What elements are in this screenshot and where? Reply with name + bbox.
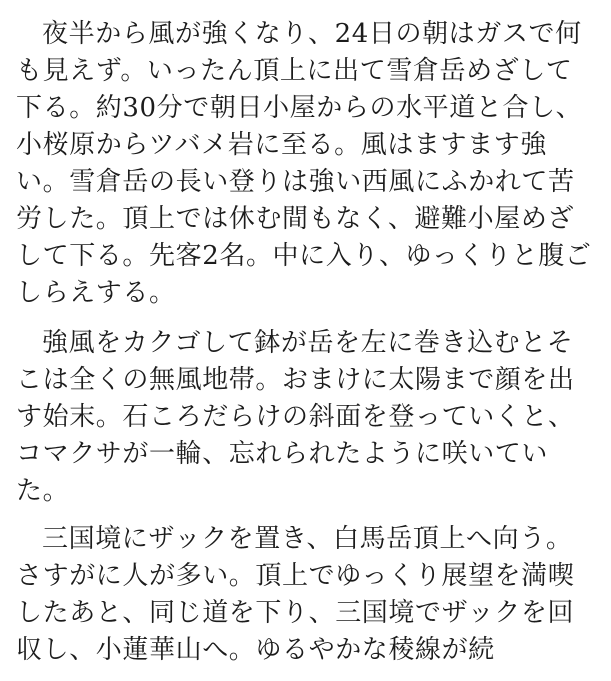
paragraph-2: 強風をカクゴして鉢が岳を左に巻き込むとそこは全くの無風地帯。おまけに太陽まで顔を出す始末。石ころだらけの斜面を登っていくと、コマクサが一輪、忘れられたように咲いていた。 xyxy=(16,328,575,506)
paragraph-3: 三国境にザックを置き、白馬岳頂上へ向う。さすがに人が多い。頂上でゆっくり展望を満喫したあと、同じ道を下り、三国境でザックを回収し、小蓮華山へ。ゆるやかな稜線が続 xyxy=(16,524,575,665)
paragraph-1: 夜半から風が強くなり、24日の朝はガスで何も見えず。いったん頂上に出て雪倉岳めざして下る。約30分で朝日小屋からの水平道と合し、小桜原からツバメ岩に至る。風はますます強い。雪倉岳の長い登りは強い西風にふかれて苦労した。頂上では休む間もなく、避難小屋めざして下る。先客2名。中に入り、ゆっくりと腹ごしらえする。 xyxy=(16,19,592,308)
